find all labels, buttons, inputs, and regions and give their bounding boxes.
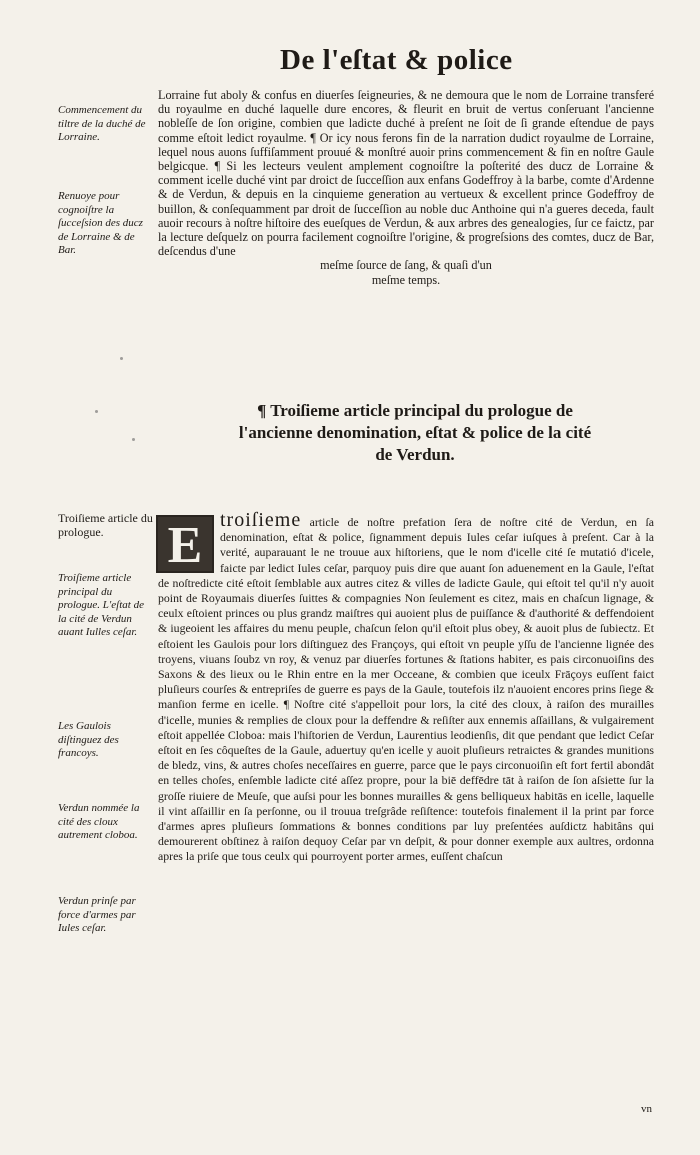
margin-note-duche: Commencement du tiltre de la duché de Lorraine. — [58, 104, 146, 143]
margin-note-gaulois: Les Gaulois diſtinguez des francoys. — [58, 720, 119, 759]
section-lorraine-text — [158, 88, 654, 287]
margin-note-prinse: Verdun prinſe par force d'armes par Iules ceſar. — [58, 895, 136, 934]
section-lorraine-tail-2: meſme temps. — [371, 272, 441, 287]
margin-note-troisieme: Troiſieme article du prologue. — [58, 511, 153, 539]
catchword: vn — [641, 1103, 652, 1115]
margin-note-estat: Troiſieme article principal du prologue. L'eſtat de la cité de Verdun auant Iulles ceſar. — [58, 572, 144, 638]
ink-speck — [132, 438, 135, 441]
section-verdun-body: article de noſtre prefation ſera de noſtre cité de Verdun, en ſa denomination, eſtat & police, ſignamment depuis Iules ceſar iuſques à preſent. Car à la verité, auparauant le ne trouue aux hiſtoriens, que le nom d'icelle cité ſe mutatió d'icele, faicte par ledict Iules ceſar, parquoy puis dire que auant ſon aduenement en la Gaule, l'eſtat de noſtredicte cité eſtoit ſemblable aux autres citez & villes de ladicte Gaule, qui eſtoit tel qu'il n'y auoit point de Royaumais diuerſes ſuittes & compagnies Non ſeulement es citez, mais en chaſcun lignage, & ceulx eſtoient princes ou plus grandz maiſtres qui auoient plus de puiſſance & d'authorité & deffendoient & iugeoient les affaires du menu peuple, chaſcun ſelon qu'il eſtoit plus obey, & auoit plus de ſubiectz. Et eſtoient les Gaulois pour lors diſtinguez des Françoys, qui eſtoit vn peuple yſſu de l'ancienne lignée des troyens, viuans ſoubz vn roy, & venuz par diuerſes fortunes & ſtations habiter, es pais circonuoiſins des Saxons & des lieux ou le Rhin entre en la mer Occeane, & combien que iceulx Frāçoys euſſent faict pluſieurs courſes & entrepriſes de guerre es pays de la Gaule, toutefois ilz n'auoient encores prins ſiege & manſion ferme en icelle. ¶ Noſtre cité s'appelloit pour lors, la cité des cloux, à raiſon des murailles d'icelle, munies & remplies de cloux pour la deffendre & reſiſter aux ennemis aſſaillans, & vulgairement eſtoit appellée Cloboa: mais l'hiſtorien de Verdun, Laurentius leodienſis, dit que pendant que ledict Ceſar eſtoit en ſes côqueſtes de la Gaule, aduertuy qu'en icelle y auoit pluſieurs retraictes & grandes munitions de bledz, vins, & autres choſes neceſſaires en guerre, parce que le pays circonuoiſin eſt fort fertil abondât en telles choſes, enſemble ladicte cité aſſez propre, pour la biē deffēdre tāt à raiſon de ſon aſsiette ſur la groſſe riuiere de Meuſe, que auſsi pour les bonnes murailles & gens belliqueux habitās en icelle, laquelle il vint aſſaillir en ſa perſonne, ou il trouua treſgrâde reſiſtence: toutefois finalement il la print par force d'armes apres pluſieurs ſommations & bonnes conditions par luy preſentées auſdictz habitâns qui demourerent obſtinez à raiſon dequoy Ceſar par vn deſpit, & pour donner exemple aux aultres, ordonna apres la priſe que tous ceulx qui pourroyent porter armes, euſſent chaſcun — [158, 515, 654, 864]
section-verdun-text — [158, 509, 654, 865]
margin-note-cloboa: Verdun nommée la cité des cloux autrement cloboa. — [58, 802, 140, 841]
chapter-heading: ¶ Troiſieme article principal du prologue de l'ancienne denomination, eſtat & police de la cité de Verdun. — [238, 401, 592, 464]
margin-note-renuoye: Renuoye pour cognoiſtre la ſucceſsion des ducz de Lorraine & de Bar. — [58, 190, 143, 256]
section-lorraine-tail-1: meſme ſource de ſang, & quaſi d'un — [320, 258, 492, 273]
ink-speck — [120, 357, 123, 360]
lead-word: troiſieme — [220, 509, 302, 531]
running-head: De l'eſtat & police — [280, 44, 513, 76]
dropcap-initial: E — [156, 515, 214, 573]
ink-speck — [95, 410, 98, 413]
section-lorraine-body: Lorraine fut aboly & confus en diuerſes ſeigneuries, & ne demoura que le nom de Lorraine transferé du royaulme en duché laquelle dure encores, & fleurit en bruit de vertus conſeruant l'ancienne nobleſſe de ſon origine, combien que ladicte duché à preſent ne ſoit de ſi grande eſtendue de pays comme eſtoit ledict royaulme. ¶ Or icy nous ferons fin de la narration dudict royaulme de Lorraine, lequel nous auons ſuffiſamment prouué & monſtré auoir prins commencement & fin en noſtre Gaule belgicque. ¶ Si les lecteurs veulent amplement cognoiſtre la poſterité des ducz de Lorraine & comment icelle duché vint par droict de ſucceſſion aux enfans Godeffroy à la barbe, comte d'Ardenne & de Verdun, & depuis en la cinquieme generation au vertueux & excellent prince Godeffroy de buillon, & conſequamment par droit de ſucceſſion au noble duc Anthoine qui n'a gueres deceda, fault auoir recours à noſtre hiſtoire des eueſques de Verdun, & aux arbres des genealogies, ſur ce faictz, par la lecture deſquelz on pourra facilement cognoiſtre l'origine, & progreſsions des comtes, ducz de Bar, deſcendus d'une — [158, 88, 654, 259]
